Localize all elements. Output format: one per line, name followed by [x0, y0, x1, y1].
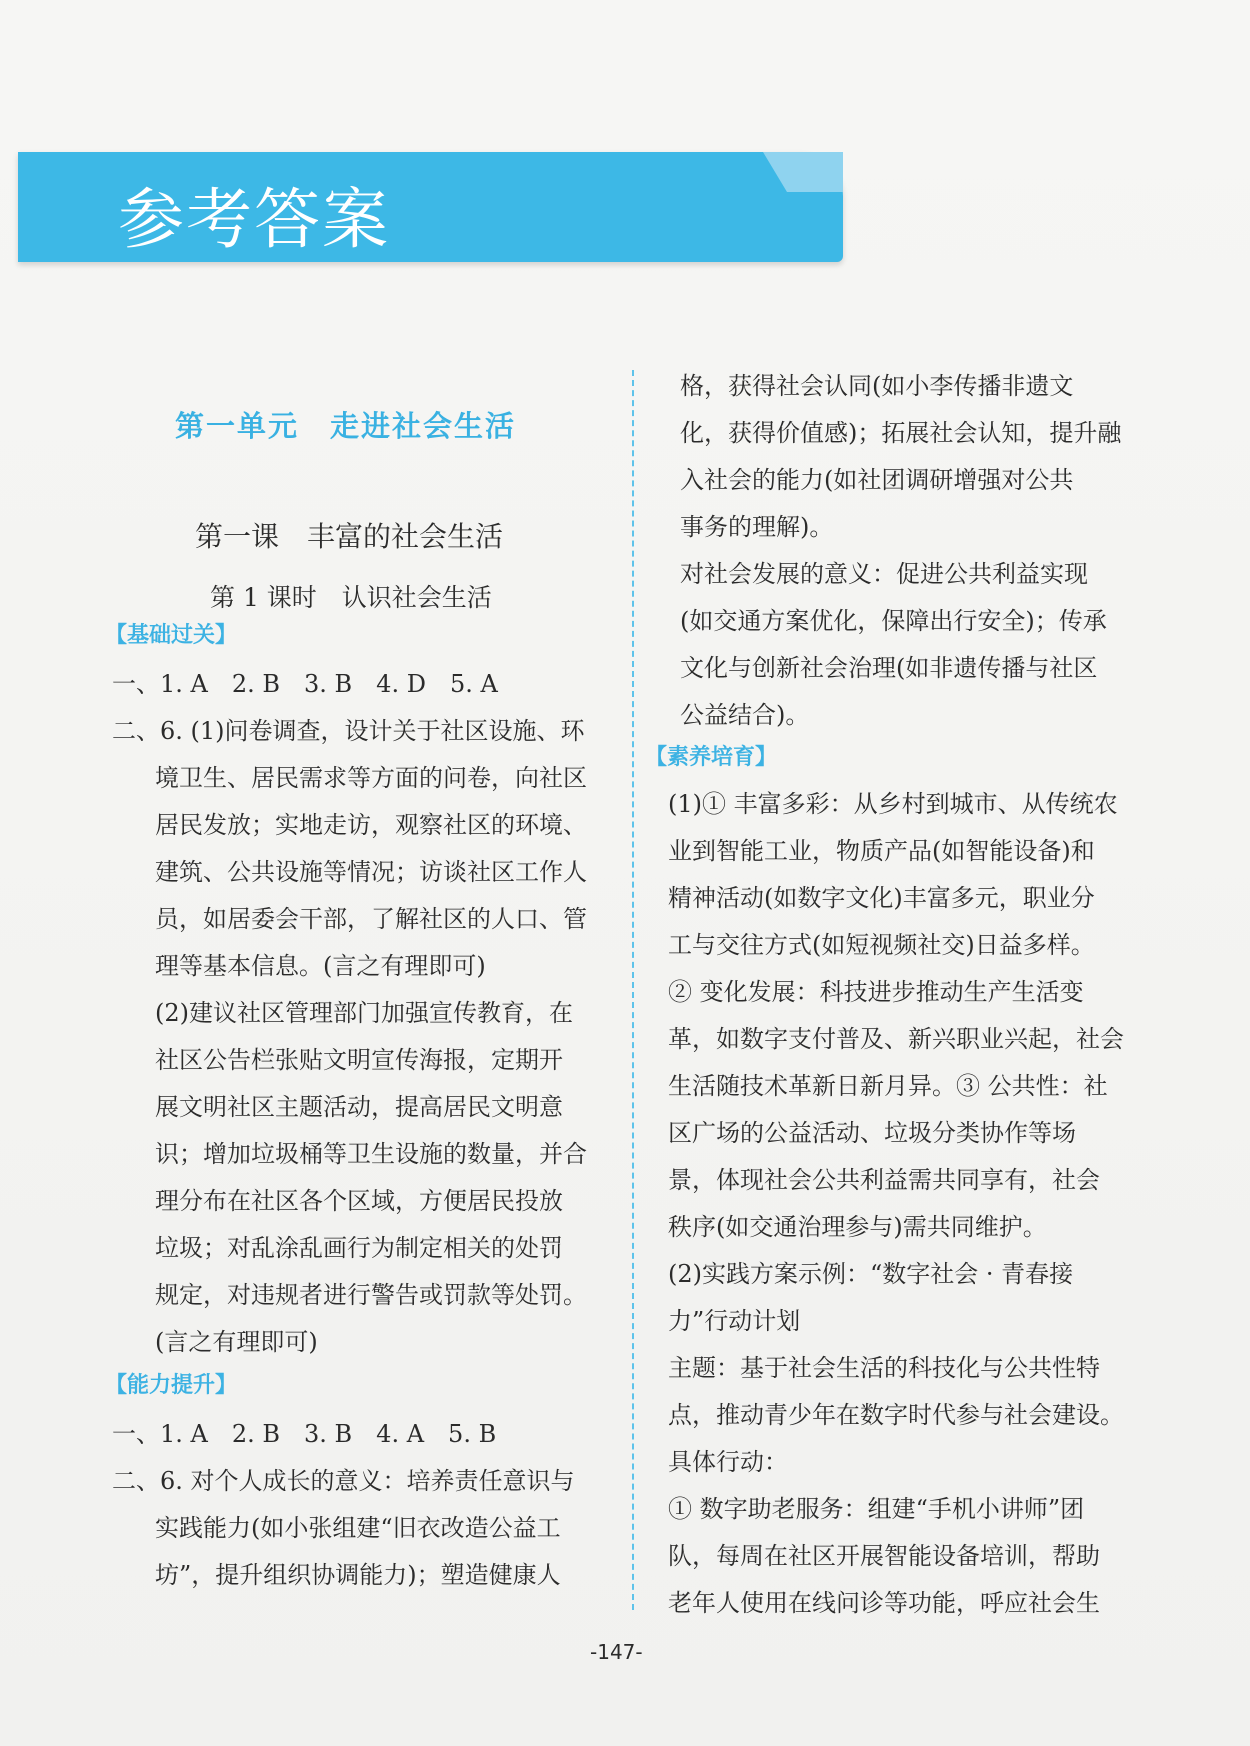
answer-line: 景，体现社会公共利益需共同享有，社会	[668, 1166, 1100, 1194]
answer-line: (2)建议社区管理部门加强宣传教育，在	[155, 999, 573, 1027]
answer-line: 二、6. 对个人成长的意义：培养责任意识与	[112, 1467, 575, 1495]
answer-line: 实践能力(如小张组建“旧衣改造公益工	[155, 1514, 561, 1542]
header-banner	[18, 152, 843, 262]
period-title: 第 1 课时 认识社会生活	[210, 583, 492, 612]
answer-line: 公益结合)。	[680, 701, 810, 729]
answer-line: 秩序(如交通治理参与)需共同维护。	[668, 1213, 1047, 1241]
answer-line: 建筑、公共设施等情况；访谈社区工作人	[155, 858, 587, 886]
column-divider	[632, 370, 634, 1610]
answer-line: (2)实践方案示例：“数字社会 · 青春接	[668, 1260, 1074, 1288]
answer-line: 理分布在社区各个区域，方便居民投放	[155, 1187, 563, 1215]
answer-line: 对社会发展的意义：促进公共利益实现	[680, 560, 1088, 588]
answer-line: 事务的理解)。	[680, 513, 834, 541]
answer-line: 一、1. A 2. B 3. B 4. A 5. B	[112, 1420, 497, 1448]
answer-line: 入社会的能力(如社团调研增强对公共	[680, 466, 1074, 494]
answer-line: 社区公告栏张贴文明宣传海报，定期开	[155, 1046, 563, 1074]
answer-line: 垃圾；对乱涂乱画行为制定相关的处罚	[155, 1234, 563, 1262]
answer-line: 业到智能工业，物质产品(如智能设备)和	[668, 837, 1095, 865]
answer-line: 区广场的公益活动、垃圾分类协作等场	[668, 1119, 1076, 1147]
page-number: -147-	[590, 1640, 643, 1664]
answer-line: 二、6. (1)问卷调查，设计关于社区设施、环	[112, 717, 585, 745]
answer-line: 居民发放；实地走访，观察社区的环境、	[155, 811, 587, 839]
unit-title: 第一单元 走进社会生活	[175, 409, 517, 443]
answer-line: 展文明社区主题活动，提高居民文明意	[155, 1093, 563, 1121]
answer-line: 一、1. A 2. B 3. B 4. D 5. A	[112, 670, 498, 698]
answer-line: 理等基本信息。(言之有理即可)	[155, 952, 486, 980]
answer-line: 点，推动青少年在数字时代参与社会建设。	[668, 1401, 1124, 1429]
answer-line: 识；增加垃圾桶等卫生设施的数量，并合	[155, 1140, 587, 1168]
answer-line: 坊”，提升组织协调能力)；塑造健康人	[155, 1561, 561, 1589]
answer-line: (如交通方案优化，保障出行安全)；传承	[680, 607, 1107, 635]
section-heading-ability: 【能力提升】	[105, 1373, 238, 1398]
answer-line: (言之有理即可)	[155, 1328, 318, 1356]
answer-line: 主题：基于社会生活的科技化与公共性特	[668, 1354, 1100, 1382]
answer-line: 力”行动计划	[668, 1307, 801, 1335]
answer-line: 工与交往方式(如短视频社交)日益多样。	[668, 931, 1095, 959]
answer-line: ① 数字助老服务：组建“手机小讲师”团	[668, 1495, 1085, 1523]
answer-line: (1)① 丰富多彩：从乡村到城市、从传统农	[668, 790, 1118, 818]
lesson-title: 第一课 丰富的社会生活	[195, 520, 504, 553]
answer-line: 具体行动：	[668, 1448, 788, 1476]
answer-line: 生活随技术革新日新月异。③ 公共性：社	[668, 1072, 1108, 1100]
answer-line: 文化与创新社会治理(如非遗传播与社区	[680, 654, 1098, 682]
answer-line: 老年人使用在线问诊等功能，呼应社会生	[668, 1589, 1100, 1617]
banner-tab-decoration	[763, 152, 843, 192]
answer-line: 员，如居委会干部，了解社区的人口、管	[155, 905, 587, 933]
answer-line: 队，每周在社区开展智能设备培训，帮助	[668, 1542, 1100, 1570]
answer-line: 境卫生、居民需求等方面的问卷，向社区	[155, 764, 587, 792]
answer-line: 精神活动(如数字文化)丰富多元，职业分	[668, 884, 1095, 912]
answer-line: 化，获得价值感)；拓展社会认知，提升融	[680, 419, 1122, 447]
answer-line: 格，获得社会认同(如小李传播非遗文	[680, 372, 1074, 400]
section-heading-literacy: 【素养培育】	[645, 745, 778, 770]
answer-line: 规定，对违规者进行警告或罚款等处罚。	[155, 1281, 587, 1309]
page-title: 参考答案	[118, 181, 390, 258]
answer-line: 革，如数字支付普及、新兴职业兴起，社会	[668, 1025, 1124, 1053]
section-heading-basic: 【基础过关】	[105, 623, 238, 648]
answer-line: ② 变化发展：科技进步推动生产生活变	[668, 978, 1084, 1006]
